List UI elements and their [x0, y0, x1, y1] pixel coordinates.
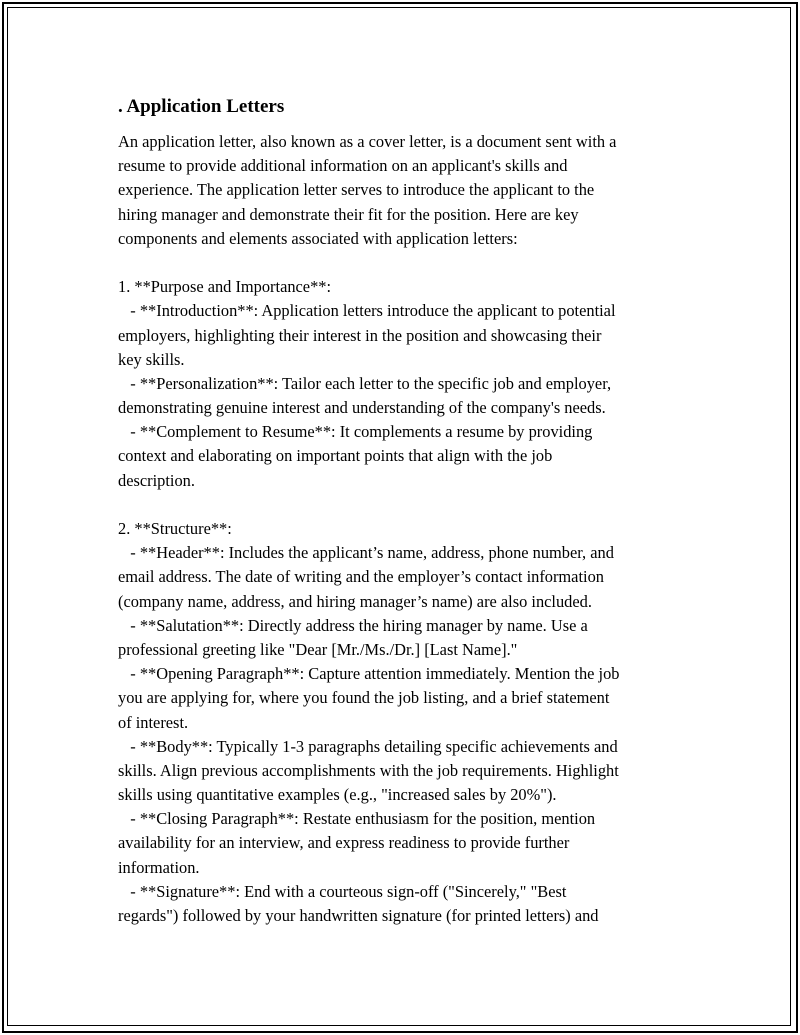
text-line: - **Personalization**: Tailor each letter to the specific job and employer,	[118, 373, 612, 393]
text-line: information.	[118, 857, 200, 877]
text-line: - **Body**: Typically 1-3 paragraphs detailing specific achievements and	[118, 736, 618, 756]
text-line: - **Signature**: End with a courteous sign-off ("Sincerely," "Best	[118, 881, 567, 901]
text-line: description.	[118, 470, 195, 490]
text-line: email address. The date of writing and the employer’s contact information	[118, 567, 604, 587]
document-body	[118, 94, 688, 928]
text-line: 1. **Purpose and Importance**:	[118, 277, 332, 297]
text-line: demonstrating genuine interest and understanding of the company's needs.	[118, 398, 606, 418]
text-line: of interest.	[118, 712, 189, 732]
text-line: availability for an interview, and express readiness to provide further	[118, 833, 570, 853]
text-line: context and elaborating on important points that align with the job	[118, 446, 553, 466]
text-line: skills. Align previous accomplishments with the job requirements. Highlight	[118, 760, 619, 780]
text-line: - **Salutation**: Directly address the hiring manager by name. Use a	[118, 615, 588, 635]
section-heading: . Application Letters	[118, 96, 285, 117]
text-line: - **Closing Paragraph**: Restate enthusiasm for the position, mention	[118, 809, 596, 829]
text-line: key skills.	[118, 349, 185, 369]
text-line: regards") followed by your handwritten signature (for printed letters) and	[118, 906, 599, 925]
text-line: professional greeting like "Dear [Mr./Ms./Dr.] [Last Name]."	[118, 639, 518, 659]
text-line: employers, highlighting their interest in the position and showcasing their	[118, 325, 602, 345]
text-line: - **Header**: Includes the applicant’s name, address, phone number, and	[118, 543, 614, 563]
text-line: components and elements associated with application letters:	[118, 228, 518, 248]
text-line: - **Complement to Resume**: It complements a resume by providing	[118, 422, 593, 442]
text-line: - **Introduction**: Application letters introduce the applicant to potential	[118, 301, 616, 321]
text-line: skills using quantitative examples (e.g., "increased sales by 20%").	[118, 785, 557, 805]
text-line: 2. **Structure**:	[118, 519, 232, 538]
text-line: experience. The application letter serves to introduce the applicant to the	[118, 180, 595, 200]
text-line	[118, 493, 688, 517]
text-line: (company name, address, and hiring manager’s name) are also included.	[118, 591, 592, 611]
text-line: - **Opening Paragraph**: Capture attention immediately. Mention the job	[118, 664, 620, 684]
text-line: resume to provide additional information on an applicant's skills and	[118, 156, 568, 176]
text-line: An application letter, also known as a cover letter, is a document sent with a	[118, 132, 617, 151]
text-line	[118, 251, 688, 275]
text-line: hiring manager and demonstrate their fit for the position. Here are key	[118, 204, 579, 224]
body-text	[118, 130, 688, 928]
text-line: you are applying for, where you found the job listing, and a brief statement	[118, 688, 610, 708]
